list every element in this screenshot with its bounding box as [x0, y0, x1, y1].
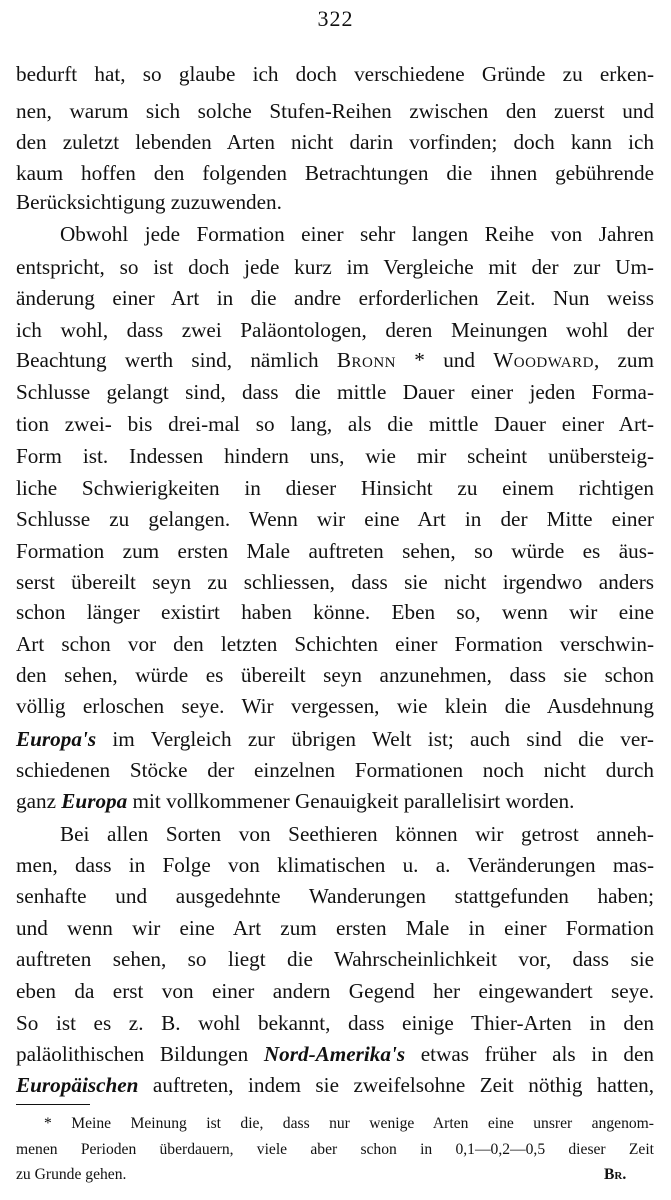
text-line: den zuletzt lebenden Arten nicht darin vorfinden; doch kann ich — [16, 130, 654, 154]
text-segment: paläolithischen Bildungen — [16, 1042, 264, 1066]
text-segment: etwas früher als in den — [405, 1042, 655, 1066]
signature-text: Br. — [604, 1166, 627, 1183]
text-segment: Beachtung werth sind, nämlich — [16, 348, 337, 372]
text-line: schon länger existirt haben könne. Eben so, wenn wir eine — [16, 600, 654, 624]
text-line: senhafte und ausgedehnte Wanderungen stattgefunden haben; — [16, 884, 654, 908]
text-line: änderung einer Art in die andre erforderlichen Zeit. Nun weiss — [16, 286, 654, 310]
text-segment: mit vollkommener Genauigkeit parallelisirt worden. — [127, 789, 575, 813]
footnote-line: zu Grunde gehen. — [16, 1166, 127, 1183]
italic-place-name: Nord-Amerika's — [263, 1042, 406, 1066]
italic-word: Europäischen — [16, 1073, 139, 1097]
footnote-divider — [16, 1104, 90, 1105]
text-line: nen, warum sich solche Stufen-Reihen zwischen den zuerst und — [16, 99, 654, 123]
text-line: Art schon vor den letzten Schichten einer Formation verschwin- — [16, 632, 654, 656]
text-line-with-names — [16, 348, 654, 373]
text-line: Formation zum ersten Male auftreten sehen, so würde es äus- — [16, 539, 654, 563]
author-name-woodward: Woodward — [493, 348, 594, 372]
text-line: eben da erst von einer andern Gegend her eingewandert seye. — [16, 979, 654, 1003]
text-line: schiedenen Stöcke der einzelnen Formationen noch nicht durch — [16, 758, 654, 782]
author-name-bronn: Bronn — [336, 348, 397, 372]
text-line: entspricht, so ist doch jede kurz im Vergleiche mit der zur Um- — [16, 255, 654, 279]
text-line-with-italic — [16, 727, 654, 752]
text-line: den sehen, würde es übereilt seyn anzunehmen, dass sie schon — [16, 663, 654, 687]
text-line: Form ist. Indessen hindern uns, wie mir scheint unübersteig- — [16, 444, 654, 468]
text-line-with-italic — [16, 1042, 654, 1067]
text-line: Schlusse gelangt sind, dass die mittle Dauer einer jeden Forma- — [16, 380, 654, 404]
paragraph-start-line: Obwohl jede Formation einer sehr langen Reihe von Jahren — [60, 222, 654, 246]
footnote-line: menen Perioden überdauern, viele aber schon in 0,1—0,2—0,5 dieser Zeit — [16, 1141, 654, 1158]
text-line: men, dass in Folge von klimatischen u. a. Veränderungen mas- — [16, 853, 654, 877]
text-line: So ist es z. B. wohl bekannt, dass einige Thier-Arten in den — [16, 1011, 654, 1035]
paragraph-start-line: Bei allen Sorten von Seethieren können wir getrost anneh- — [60, 822, 654, 846]
text-line: Berücksichtigung zuzuwenden. — [16, 190, 282, 214]
text-line: tion zwei- bis drei-mal so lang, als die mittle Dauer einer Art- — [16, 412, 654, 436]
text-line: Schlusse zu gelangen. Wenn wir eine Art in der Mitte einer — [16, 507, 654, 531]
italic-place-name: Europa — [61, 789, 128, 813]
footnote-signature — [604, 1166, 626, 1184]
italic-place-name: Europa's — [16, 727, 97, 751]
text-segment: ganz — [16, 789, 62, 813]
page-number: 322 — [317, 6, 354, 31]
text-line: ich wohl, dass zwei Paläontologen, deren Meinungen wohl der — [16, 318, 654, 342]
text-line-with-italic — [16, 789, 654, 814]
text-segment: * und — [396, 348, 494, 372]
text-segment: im Vergleich zur übrigen Welt ist; auch sind die ver- — [96, 727, 654, 751]
text-line: serst übereilt seyn zu schliessen, dass sie nicht irgendwo anders — [16, 570, 654, 594]
text-line-with-italic — [16, 1073, 654, 1098]
footnote-line: * Meine Meinung ist die, dass nur wenige Arten eine unsrer angenom- — [44, 1115, 654, 1132]
text-line: bedurft hat, so glaube ich doch verschiedene Gründe zu erken- — [16, 62, 654, 86]
text-line: auftreten sehen, so liegt die Wahrscheinlichkeit vor, dass sie — [16, 947, 654, 971]
text-line: kaum hoffen den folgenden Betrachtungen die ihnen gebührende — [16, 161, 654, 185]
text-line: liche Schwierigkeiten in dieser Hinsicht zu einem richtigen — [16, 476, 654, 500]
text-segment: , zum — [593, 348, 655, 372]
text-segment: auftreten, indem sie zweifelsohne Zeit nöthig hatten, — [138, 1073, 654, 1097]
text-line: völlig erloschen seye. Wir vergessen, wie klein die Ausdehnung — [16, 694, 654, 718]
text-line: und wenn wir eine Art zum ersten Male in einer Formation — [16, 916, 654, 940]
